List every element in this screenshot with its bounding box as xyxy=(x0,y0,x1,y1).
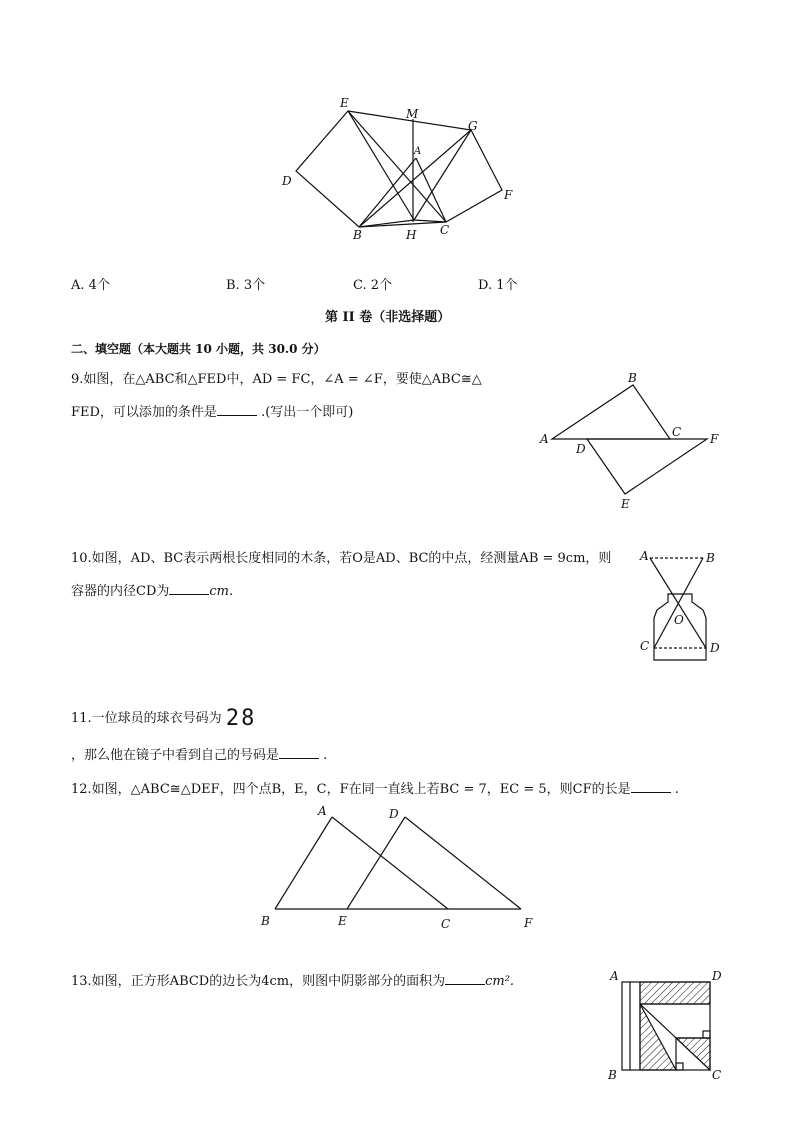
section-subtitle: 二、填空题（本大题共 10 小题，共 30.0 分） xyxy=(71,342,326,356)
q11-line1: 11.一位球员的球衣号码为 28 xyxy=(71,706,257,731)
top-label-H: H xyxy=(406,228,417,242)
option-a: A. 4个 xyxy=(71,278,110,293)
section-title: 第 II 卷（非选择题） xyxy=(325,310,451,325)
top-label-F: F xyxy=(504,188,513,202)
q10-label-D: D xyxy=(710,641,720,655)
q13-line1: 13.如图，正方形ABCD的边长为4cm，则图中阴影部分的面积为 cm². xyxy=(71,974,515,989)
q9-line1: 9.如图，在△ABC和△FED中，AD = FC，∠A = ∠F，要使△ABC≅△ xyxy=(71,372,482,387)
q9-label-F: F xyxy=(710,432,719,446)
q13-label-B: B xyxy=(608,1068,617,1082)
q11-line2: ，那么他在镜子中看到自己的号码是 . xyxy=(71,748,328,763)
q9-label-D: D xyxy=(576,442,586,456)
top-label-D: D xyxy=(282,174,292,188)
q9-label-A: A xyxy=(540,432,549,446)
top-label-M: M xyxy=(406,107,419,121)
q13-label-C: C xyxy=(712,1068,722,1082)
q10-line1: 10.如图，AD、BC表示两根长度相同的木条，若O是AD、BC的中点，经测量AB = 9cm，则 xyxy=(71,551,612,566)
q10-label-O: O xyxy=(674,613,684,627)
top-label-B: B xyxy=(353,228,362,242)
jersey-number: 28 xyxy=(225,706,257,731)
q13-label-A: A xyxy=(610,969,619,983)
top-label-E: E xyxy=(340,96,349,110)
q9-label-C: C xyxy=(672,425,682,439)
q12-label-B: B xyxy=(261,914,270,928)
option-b: B. 3个 xyxy=(226,278,266,293)
top-label-G: G xyxy=(468,119,478,133)
q12-label-D: D xyxy=(389,807,399,821)
q9-label-E: E xyxy=(621,497,630,511)
q9-label-B: B xyxy=(628,371,637,385)
q12-label-C: C xyxy=(441,917,451,931)
q10-label-C: C xyxy=(640,639,650,653)
q10-label-A: A xyxy=(640,549,649,563)
option-c: C. 2个 xyxy=(353,278,393,293)
option-d: D. 1个 xyxy=(478,278,518,293)
q12-label-E: E xyxy=(338,914,347,928)
q12-line1: 12.如图，△ABC≅△DEF，四个点B，E，C，F在同一直线上若BC = 7，EC = 5，则CF的长是 . xyxy=(71,782,679,797)
top-label-C: C xyxy=(440,223,450,237)
q10-line2: 容器的内径CD为 cm. xyxy=(71,584,234,599)
q9-line2: FED，可以添加的条件是 .(写出一个即可) xyxy=(71,405,354,420)
q12-label-F: F xyxy=(524,916,533,930)
q13-label-D: D xyxy=(712,969,722,983)
top-label-A: A xyxy=(414,146,422,157)
q12-label-A: A xyxy=(318,804,327,818)
q10-label-B: B xyxy=(706,551,715,565)
